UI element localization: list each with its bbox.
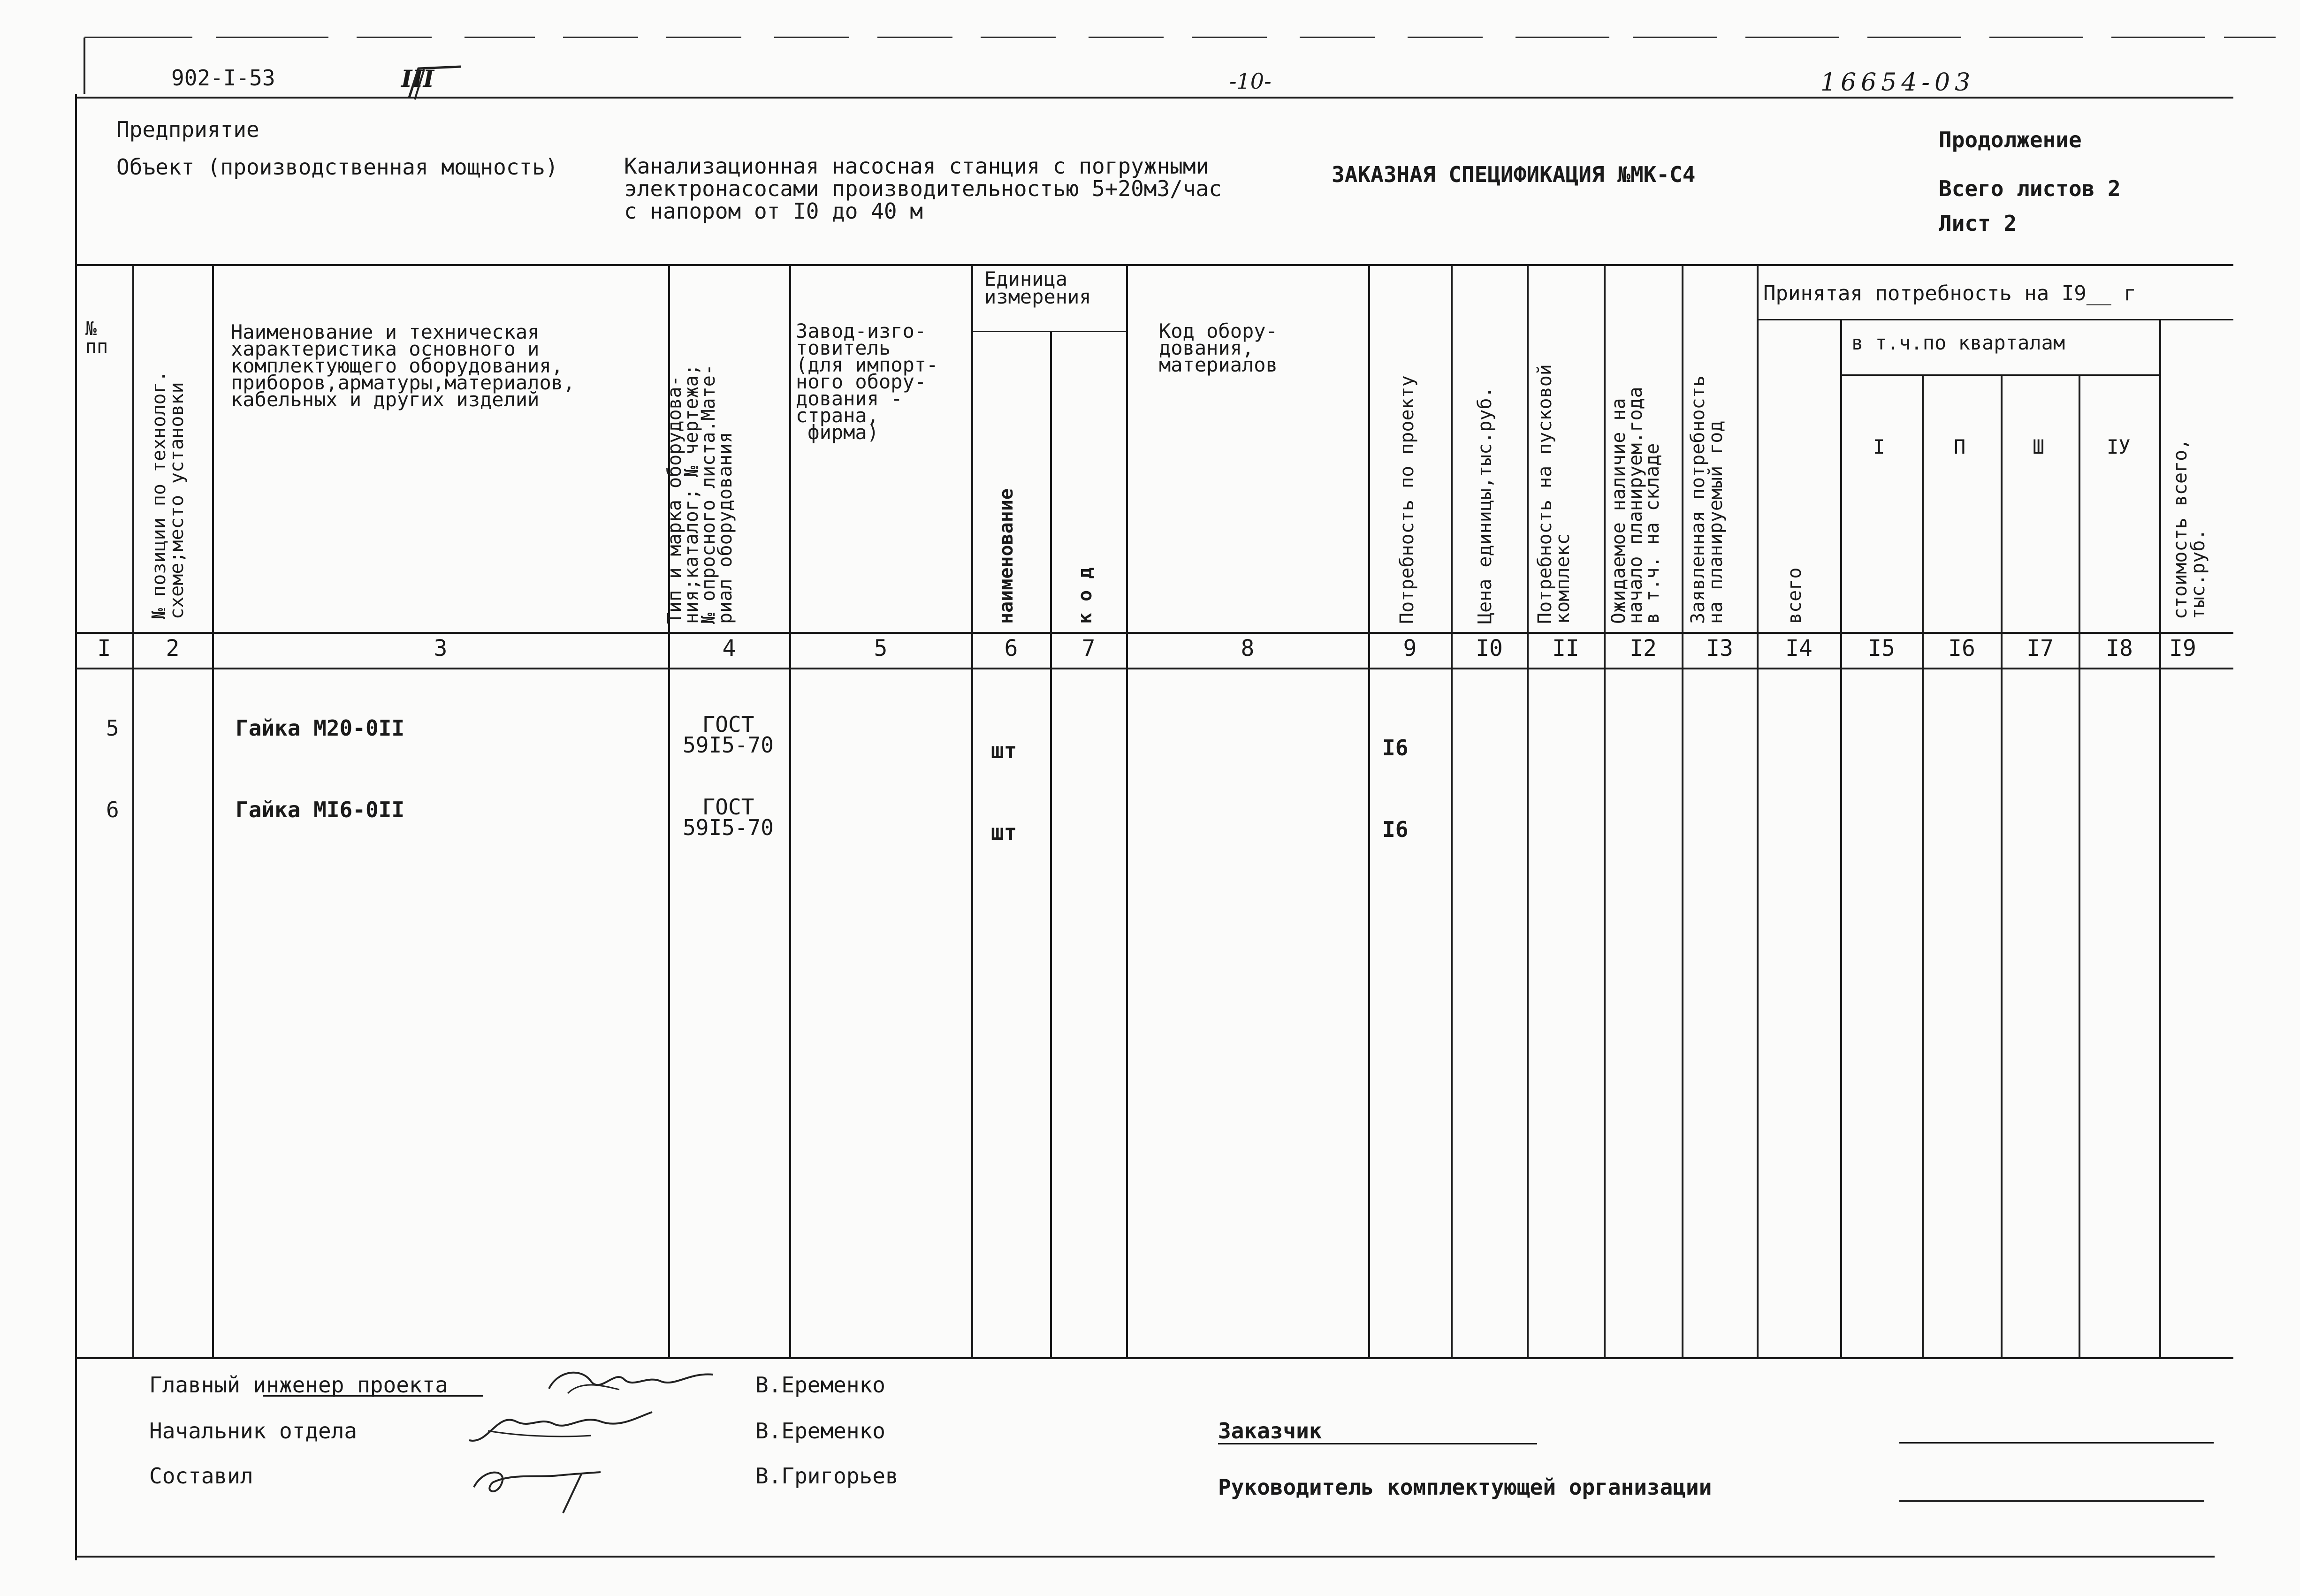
column-number: 9 <box>1403 635 1417 661</box>
department-head-signature <box>460 1403 657 1454</box>
table-top-line <box>75 264 2233 266</box>
header-quarter-2: П <box>1954 435 1966 458</box>
header-startup-need: Потребность на пусковой комплекс <box>1534 364 1574 624</box>
header-quarter-3: Ш <box>2033 435 2045 458</box>
chief-engineer-label: Главный инженер проекта <box>149 1372 448 1398</box>
object-description: Канализационная насосная станция с погружными электронасосами производительностью 5+20м3/час с напором от I0 до 40 м <box>624 153 1222 224</box>
header-equipment-code: Код обору- дования, материалов <box>1159 319 1278 376</box>
column-number: 8 <box>1241 635 1255 661</box>
customer-label: Заказчик <box>1218 1418 1322 1444</box>
header-declared-need: Заявленная потребность на планируемый год <box>1687 375 1727 624</box>
department-head-name: В.Еременко <box>755 1418 885 1444</box>
column-number: I7 <box>2026 635 2054 661</box>
organization-head-label: Руководитель комплектующей организации <box>1218 1474 1712 1500</box>
header-quarter-1: I <box>1873 435 1885 458</box>
chief-engineer-underline <box>263 1395 483 1397</box>
enterprise-label: Предприятие <box>116 117 259 142</box>
page-number: -10- <box>1229 68 1272 94</box>
object-label: Объект (производственная мощность) <box>116 154 558 180</box>
stamp-mark: III <box>401 65 434 92</box>
column-number: I5 <box>1868 635 1895 661</box>
compiled-by-label: Составил <box>149 1463 253 1489</box>
column-number: 5 <box>874 635 888 661</box>
item-name: Гайка МI6-0II <box>236 797 405 822</box>
column-number: I <box>97 635 111 661</box>
column-numbers-top-line <box>75 632 2233 634</box>
header-expected-stock: Ожидаемое наличие на начало планируем.года в т.ч. на складе <box>1608 387 1663 624</box>
header-total-cost: стоимость всего, тыс.руб. <box>2170 438 2209 619</box>
column-number: 6 <box>1004 635 1018 661</box>
customer-name-line <box>1899 1442 2214 1444</box>
header-quarter-4: IУ <box>2107 435 2131 458</box>
item-quantity: I6 <box>1382 735 1409 760</box>
header-total: всего <box>1784 567 1805 624</box>
column-number: 7 <box>1081 635 1096 661</box>
frame-bottom-line <box>75 1556 2215 1558</box>
column-numbers-bottom-line <box>75 668 2233 669</box>
header-unit-name: наименование <box>996 488 1017 624</box>
sheet-number: Лист 2 <box>1939 211 2017 236</box>
column-number: I4 <box>1785 635 1813 661</box>
column-number: 3 <box>434 635 448 661</box>
organization-head-line <box>1899 1500 2204 1502</box>
chief-engineer-name: В.Еременко <box>755 1372 885 1398</box>
header-manufacturer: Завод-изго- товитель (для импорт- ного обору- дования - страна, фирма) <box>796 319 938 444</box>
column-number: II <box>1552 635 1579 661</box>
header-position: № позиции по технолог. схеме;место установки <box>148 371 188 619</box>
item-name: Гайка М20-0II <box>236 715 405 741</box>
compiled-by-signature <box>465 1454 605 1515</box>
continuation-label: Продолжение <box>1939 127 2082 152</box>
customer-signature-line <box>1218 1443 1537 1444</box>
header-type: Тип и марка оборудова- ния;каталог; № чертежа; № опросного листа.Мате- риал оборудования <box>664 364 736 624</box>
header-unit-price: Цена единицы,тыс.руб. <box>1474 387 1496 624</box>
header-unit-group: Единица измерения <box>984 267 1091 308</box>
archive-number: 16654-03 <box>1820 68 1975 97</box>
item-standard: ГОСТ 59I5-70 <box>683 794 774 840</box>
column-number: 4 <box>722 635 736 661</box>
spec-title: ЗАКАЗНАЯ СПЕЦИФИКАЦИЯ №МК-С4 <box>1332 162 1696 187</box>
chief-engineer-signature <box>540 1360 718 1403</box>
row-number: 5 <box>106 715 119 741</box>
column-number: I6 <box>1948 635 1975 661</box>
column-number: I0 <box>1476 635 1503 661</box>
frame-left <box>75 94 77 1560</box>
table-bottom-line <box>75 1357 2233 1359</box>
compiled-by-name: В.Григорьев <box>755 1463 899 1489</box>
header-project-need: Потребность по проекту <box>1396 375 1418 624</box>
header-top-line <box>75 97 2233 99</box>
column-number: I8 <box>2106 635 2133 661</box>
column-number: I3 <box>1706 635 1733 661</box>
item-unit: шт <box>991 738 1017 763</box>
item-quantity: I6 <box>1382 817 1409 842</box>
department-head-label: Начальник отдела <box>149 1418 358 1444</box>
frame-left-top <box>84 38 85 94</box>
column-number: I2 <box>1630 635 1657 661</box>
row-number: 6 <box>106 797 119 822</box>
header-name: Наименование и техническая характеристика основного и комплектующего оборудования, приборов,арматуры,материалов, кабельных и других изделий <box>231 320 575 411</box>
header-quarters: в т.ч.по кварталам <box>1851 331 2065 354</box>
header-unit-code: к о д <box>1074 567 1096 624</box>
column-number: 2 <box>166 635 180 661</box>
document-code: 902-I-53 <box>171 65 275 91</box>
total-sheets: Всего листов 2 <box>1939 176 2121 201</box>
header-accepted-need: Принятая потребность на I9__ г <box>1763 281 2136 305</box>
item-unit: шт <box>991 820 1017 845</box>
header-row-number: № пп <box>85 318 108 357</box>
column-number: I9 <box>2169 635 2196 661</box>
item-standard: ГОСТ 59I5-70 <box>683 712 774 758</box>
